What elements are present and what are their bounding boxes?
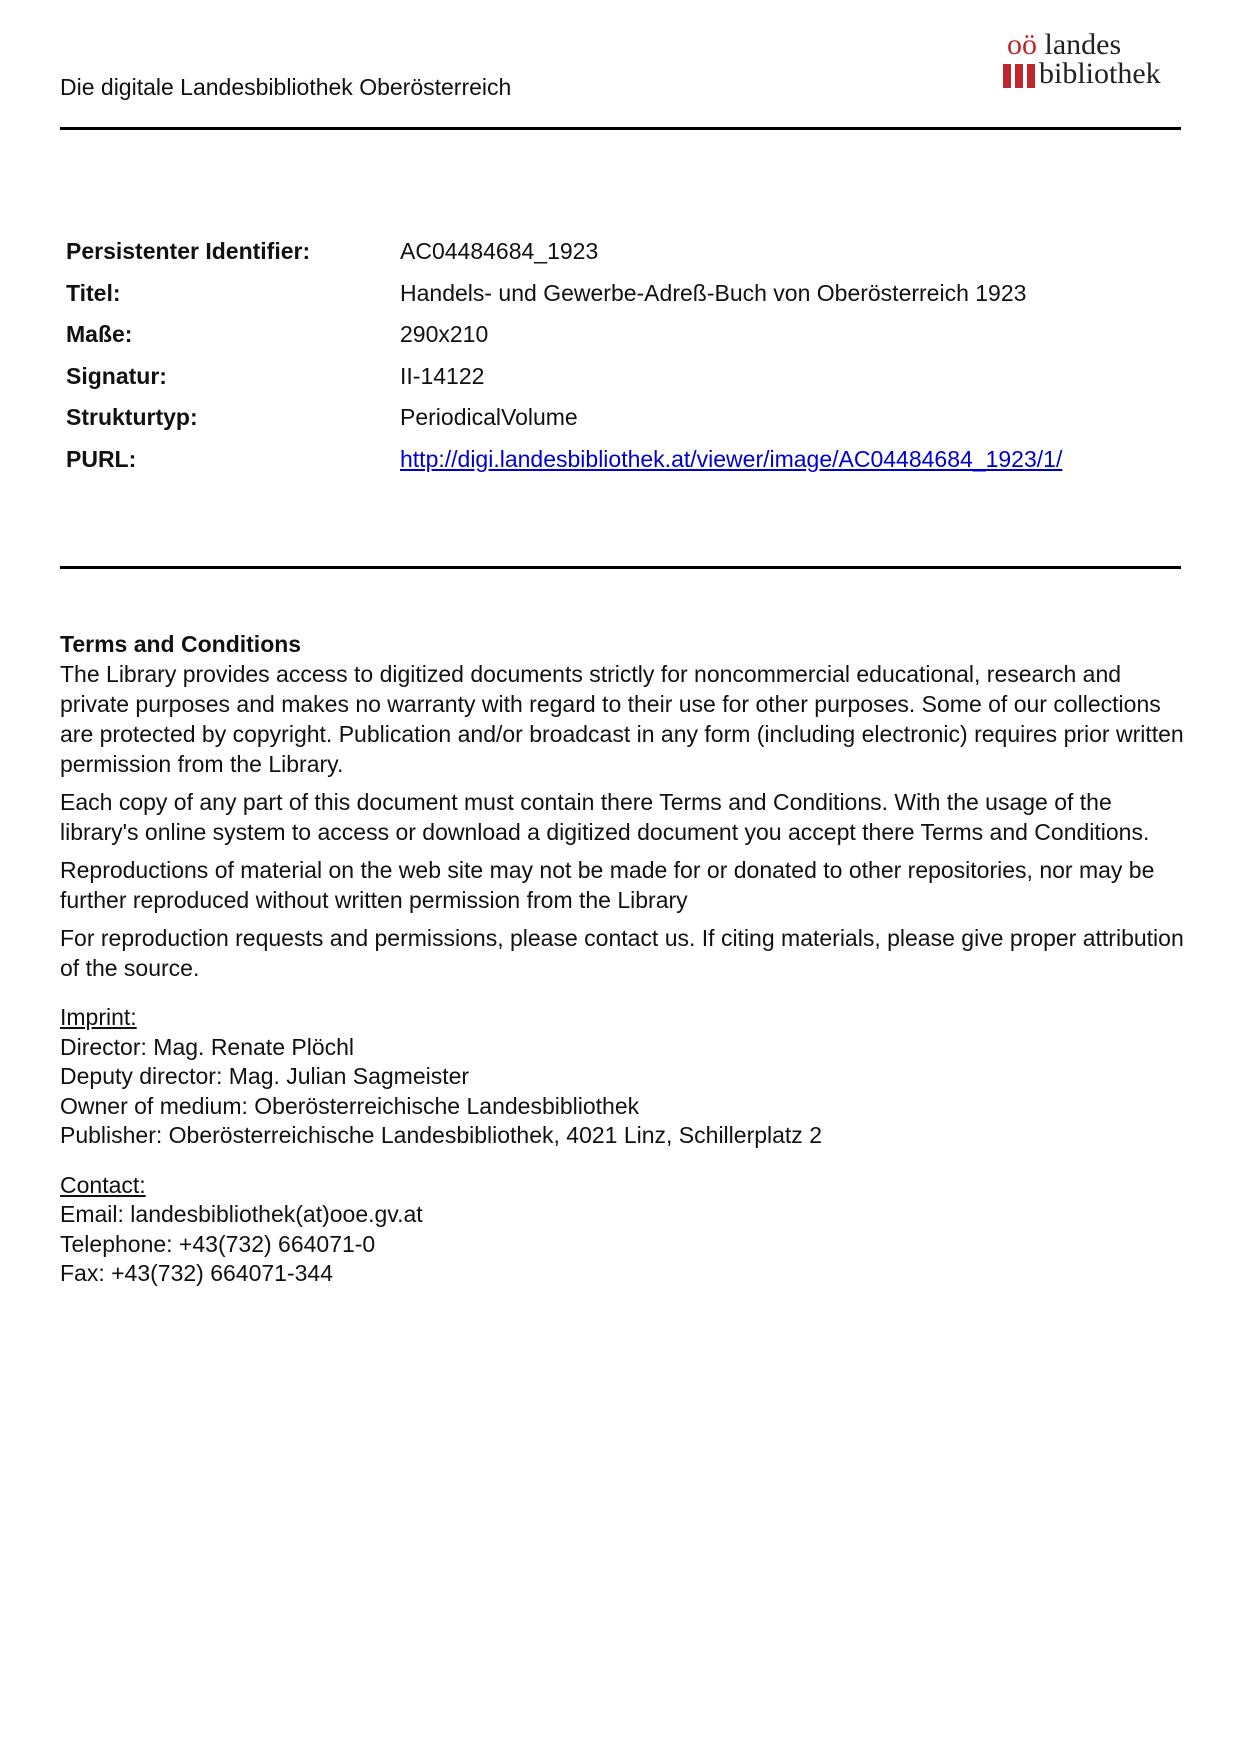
metadata-value: PeriodicalVolume bbox=[400, 404, 578, 430]
logo-line-2: bibliothek bbox=[1039, 57, 1161, 90]
metadata-row-purl bbox=[66, 446, 1176, 488]
terms-paragraph: For reproduction requests and permissions, please contact us. If citing materials, please give proper attribution of the source. bbox=[60, 925, 1184, 981]
metadata-value: AC04484684_1923 bbox=[400, 238, 599, 264]
metadata-label: Signatur: bbox=[66, 362, 167, 389]
imprint-line: Publisher: Oberösterreichische Landesbibliothek, 4021 Linz, Schillerplatz 2 bbox=[60, 1122, 822, 1148]
terms-paragraph: Reproductions of material on the web site may not be made for or donated to other repositories, nor may be further reproduced without written permission from the Library bbox=[60, 857, 1155, 913]
metadata-value: 290x210 bbox=[400, 321, 489, 347]
metadata-label: Persistenter Identifier: bbox=[66, 238, 311, 264]
middle-divider bbox=[60, 566, 1181, 569]
metadata-value: II-14122 bbox=[400, 362, 485, 389]
contact-heading: Contact: bbox=[60, 1171, 146, 1198]
purl-link[interactable]: http://digi.landesbibliothek.at/viewer/image/AC04484684_1923/1/ bbox=[400, 445, 1063, 472]
contact-email: Email: landesbibliothek(at)ooe.gv.at bbox=[60, 1201, 423, 1227]
metadata-table bbox=[66, 238, 1176, 487]
contact-telephone: Telephone: +43(732) 664071-0 bbox=[60, 1230, 376, 1257]
imprint-line: Deputy director: Mag. Julian Sagmeister bbox=[60, 1063, 470, 1089]
metadata-row-structure-type bbox=[66, 404, 1176, 446]
terms-paragraph: Each copy of any part of this document must contain there Terms and Conditions. With the usage of the library's online system to access or download a digitized document you accept there Terms and Conditions. bbox=[60, 789, 1150, 845]
metadata-label: Maße: bbox=[66, 321, 133, 347]
imprint-line: Director: Mag. Renate Plöchl bbox=[60, 1033, 355, 1060]
imprint-section bbox=[60, 1003, 1185, 1151]
logo-bars-icon bbox=[1003, 64, 1035, 88]
metadata-label: PURL: bbox=[66, 445, 137, 472]
contact-fax: Fax: +43(732) 664071-344 bbox=[60, 1260, 334, 1286]
metadata-row-title bbox=[66, 280, 1176, 322]
logo-prefix: oö bbox=[1007, 28, 1037, 61]
logo-word: landes bbox=[1044, 28, 1122, 61]
terms-section bbox=[60, 629, 1185, 1289]
imprint-line: Owner of medium: Oberösterreichische Landesbibliothek bbox=[60, 1092, 640, 1119]
metadata-row-dimensions bbox=[66, 321, 1176, 363]
metadata-label: Strukturtyp: bbox=[66, 404, 198, 430]
metadata-value: Handels- und Gewerbe-Adreß-Buch von Oberösterreich 1923 bbox=[400, 279, 1027, 306]
terms-heading: Terms and Conditions bbox=[60, 631, 302, 657]
header-title: Die digitale Landesbibliothek Oberösterreich bbox=[60, 74, 512, 100]
terms-paragraph: The Library provides access to digitized documents strictly for noncommercial educational, research and private purposes and makes no warranty with regard to their use for other purposes. Some of our collections are protected by copyright. Publication and/or broadcast in any form (including electronic) requires prior written permission from the Library. bbox=[60, 661, 1184, 777]
imprint-heading: Imprint: bbox=[60, 1004, 137, 1030]
top-divider bbox=[60, 127, 1181, 130]
metadata-label: Titel: bbox=[66, 279, 121, 306]
library-logo[interactable] bbox=[1003, 28, 1183, 94]
contact-section bbox=[60, 1171, 1185, 1289]
metadata-row-identifier bbox=[66, 238, 1176, 280]
metadata-row-signature bbox=[66, 363, 1176, 405]
